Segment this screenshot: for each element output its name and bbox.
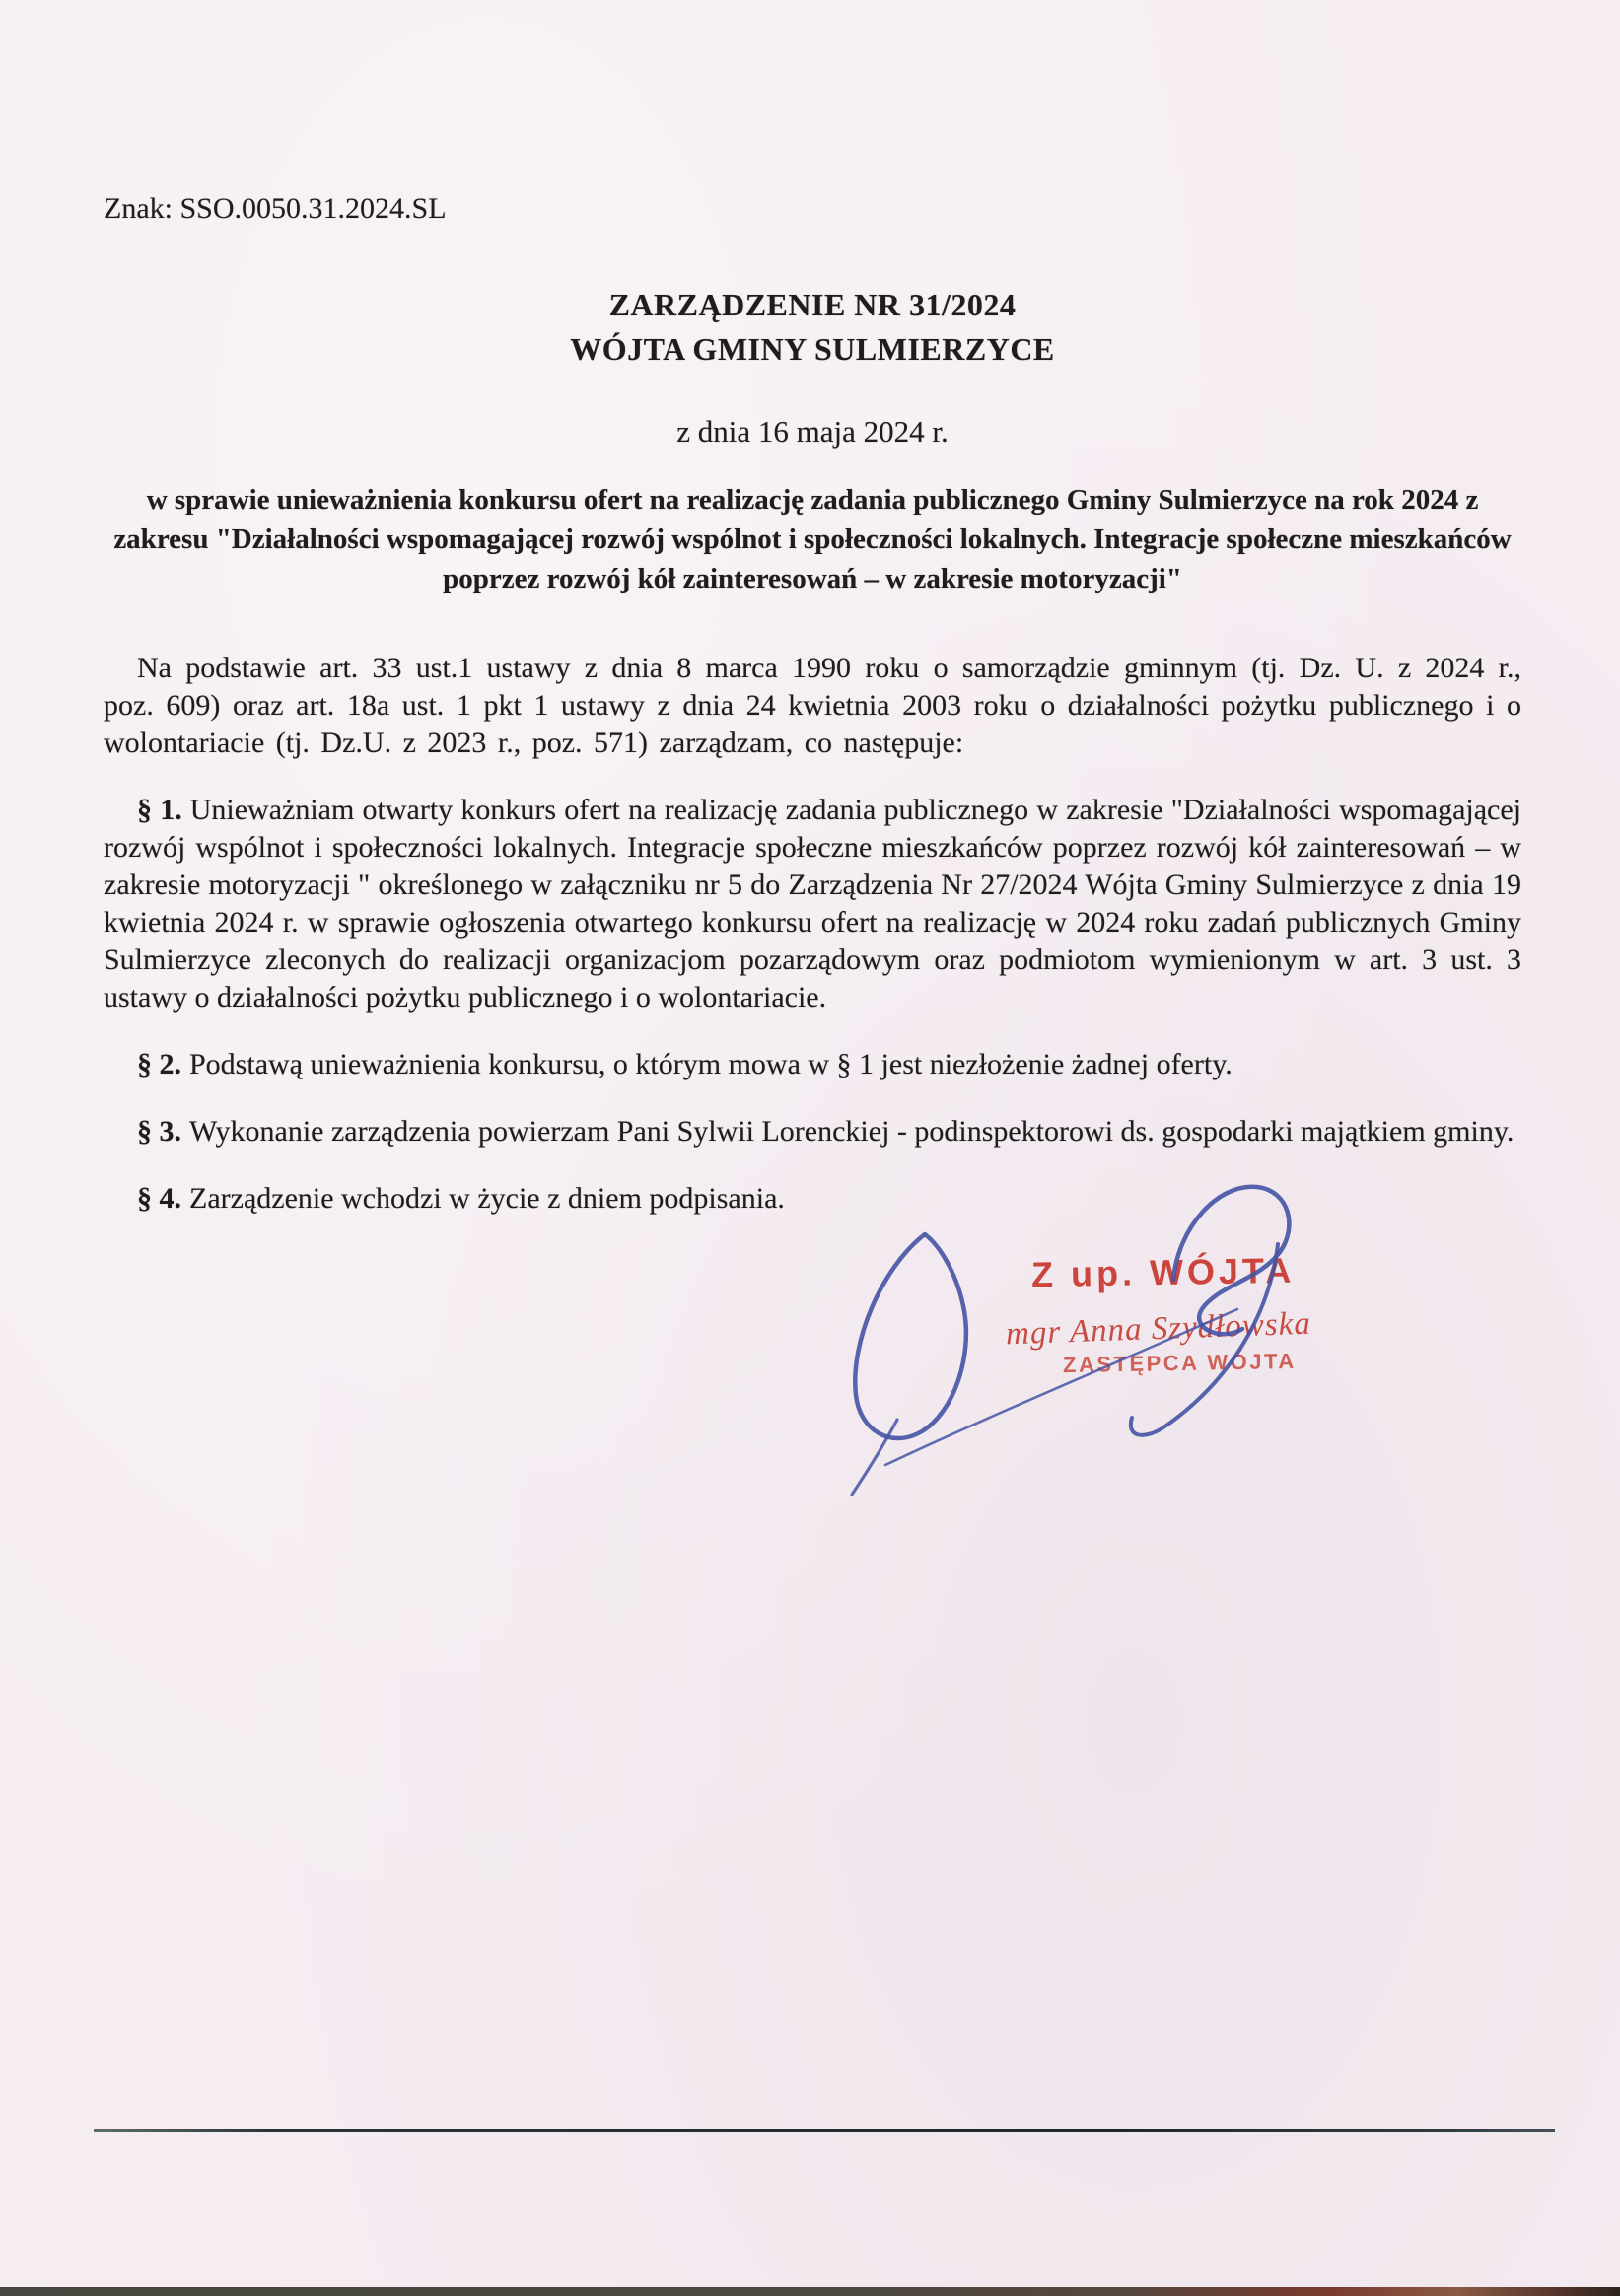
document-title: [104, 283, 1521, 372]
paragraph-4-text: Zarządzenie wchodzi w życie z dniem podpisania.: [189, 1182, 785, 1215]
title-line-2: WÓJTA GMINY SULMIERZYCE: [570, 331, 1055, 367]
paragraph-3-marker: § 3.: [137, 1115, 181, 1148]
document-body: [104, 190, 1521, 1247]
reference-number: Znak: SSO.0050.31.2024.SL: [104, 192, 447, 225]
stamp-signer-name: mgr Anna Szydłowska: [1005, 1305, 1312, 1353]
paragraph-1: [104, 792, 1521, 1016]
preamble-paragraph: Na podstawie art. 33 ust.1 ustawy z dnia 8 marca 1990 roku o samorządzie gminnym (tj. Dz. U. z 2024 r., poz. 609) oraz art. 18a ust. 1 pkt 1 ustawy z dnia 24 kwietnia 2003 roku o działalności pożytku publicznego i o wolontariacie (tj. Dz.U. z 2023 r., poz. 571) zarządzam, co następuje:: [104, 652, 1521, 759]
paragraph-1-marker: § 1.: [137, 794, 182, 826]
paragraph-4-marker: § 4.: [137, 1182, 181, 1215]
paragraph-1-text: Unieważniam otwarty konkurs ofert na realizację zadania publicznego w zakresie "Działalności wspomagającej rozwój wspólnot i społeczności lokalnych. Integracje społeczne mieszkańców poprzez rozwój kół zainteresowań – w zakresie motoryzacji " określonego w załączniku nr 5 do Zarządzenia Nr 27/2024 Wójta Gminy Sulmierzyce z dnia 19 kwietnia 2024 r. w sprawie ogłoszenia otwartego konkursu ofert na realizację w 2024 roku zadań publicznych Gminy Sulmierzyce zleconych do realizacji organizacjom pozarządowym oraz podmiotom wymienionym w art. 3 ust. 3 ustawy o działalności pożytku publicznego i o wolontariacie.: [104, 794, 1521, 1013]
title-line-1: ZARZĄDZENIE NR 31/2024: [608, 287, 1017, 322]
stamp-authority-line: Z up. WÓJTA: [1030, 1249, 1296, 1295]
paragraph-2-marker: § 2.: [137, 1048, 181, 1080]
handwritten-signature-icon: [838, 1173, 1410, 1498]
scan-bottom-edge: [0, 2287, 1620, 2296]
paragraph-3-text: Wykonanie zarządzenia powierzam Pani Sylwii Lorenckiej - podinspektorowi ds. gospodarki majątkiem gminy.: [189, 1115, 1514, 1148]
signature-block: [838, 1173, 1410, 1498]
subject-line: w sprawie unieważnienia konkursu ofert na realizację zadania publicznego Gminy Sulmierzyce na rok 2024 z zakresu "Działalności wspomagającej rozwój wspólnot i społeczności lokalnych. Integracje społeczne mieszkańców poprzez rozwój kół zainteresowań – w zakresie motoryzacji": [113, 484, 1512, 594]
paragraph-2-text: Podstawą unieważnienia konkursu, o którym mowa w § 1 jest niezłożenie żadnej oferty.: [189, 1048, 1233, 1080]
footer-divider-line: [94, 2129, 1555, 2132]
paragraph-3: [104, 1113, 1521, 1150]
stamp-signer-title: ZASTĘPCA WÓJTA: [1062, 1348, 1297, 1378]
date-line: z dnia 16 maja 2024 r.: [676, 414, 949, 449]
paragraph-2: [104, 1046, 1521, 1083]
